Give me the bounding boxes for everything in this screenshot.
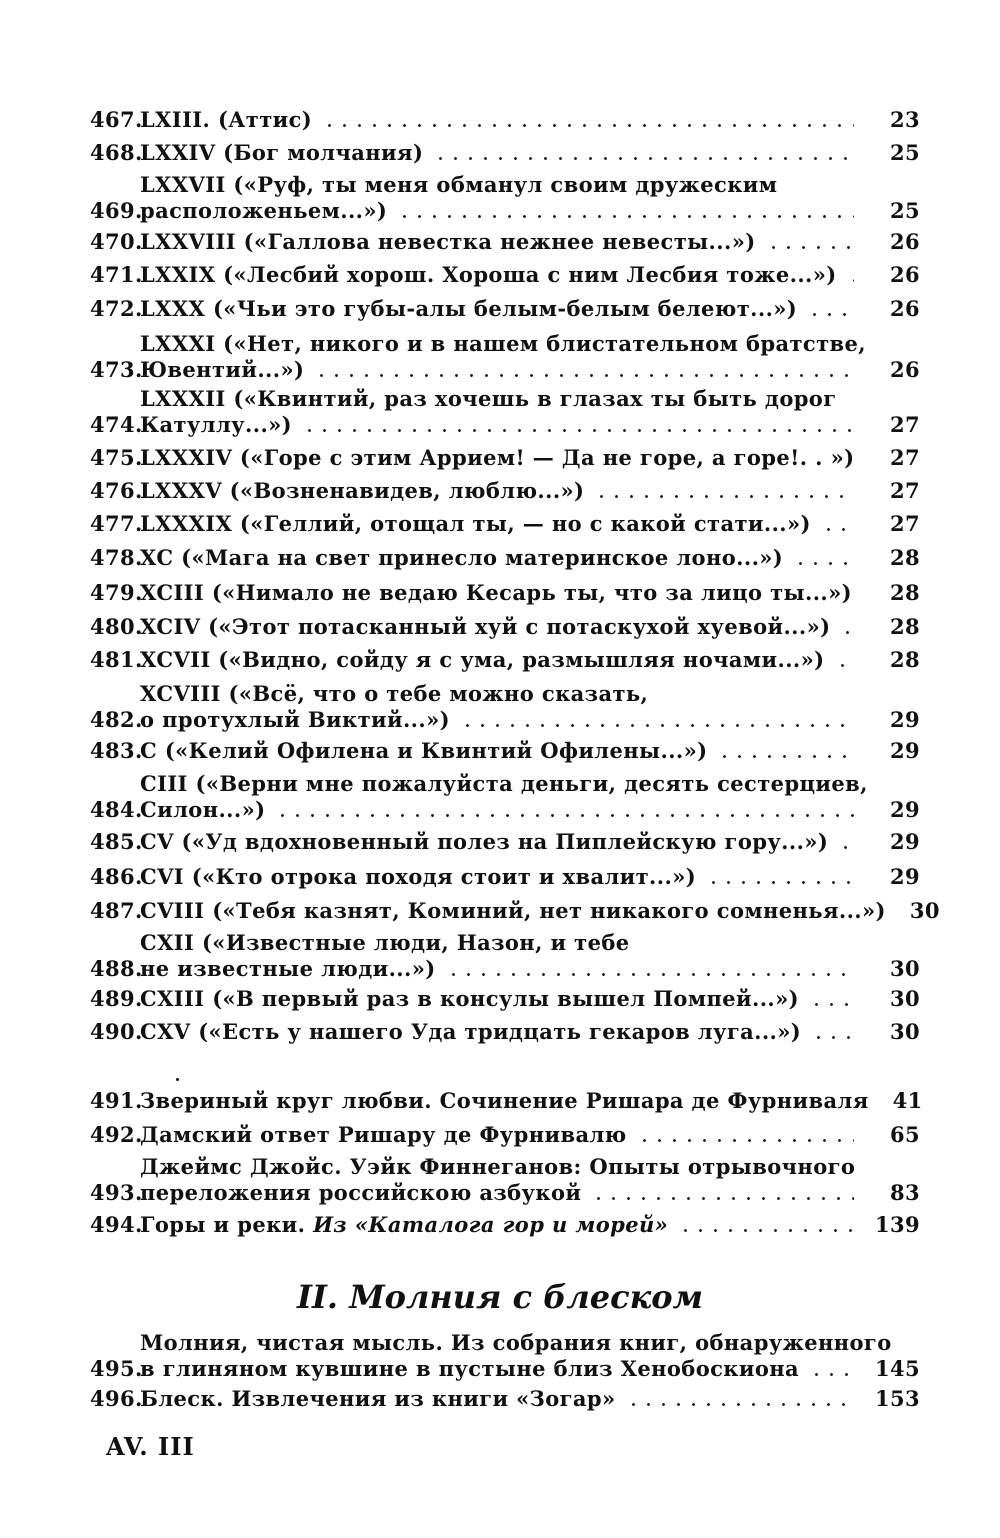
- entry-title-line: LXXXI («Нет, никого и в нашем блистательном братстве,: [140, 331, 866, 356]
- dot-leader: [793, 562, 854, 565]
- page-number: 27: [889, 478, 920, 503]
- toc-entry: [90, 771, 920, 823]
- page-number: 65: [889, 1122, 920, 1147]
- entry-number: 493.: [90, 1180, 143, 1205]
- entry-number: 491.: [90, 1088, 143, 1113]
- entry-title: о протухлый Виктий...»): [140, 707, 450, 732]
- entry-title: LXXXV («Возненавидев, люблю...»): [140, 478, 585, 503]
- entry-title: XC («Мага на свет принесло материнское лоно...»): [140, 545, 784, 570]
- dot-leader: [275, 814, 854, 817]
- entry-number: 489.: [90, 986, 143, 1011]
- page-number: 30: [889, 986, 920, 1011]
- entry-title: CV («Уд вдохновенный полез на Пиплейскую гору...»): [140, 829, 829, 854]
- entry-title: [140, 1212, 668, 1238]
- entry-title: CVI («Кто отрока походя стоит и хвалит...»): [140, 864, 697, 889]
- page-number: 28: [889, 580, 920, 605]
- entry-title: LXXVIII («Галлова невестка нежнее невесты...»): [140, 229, 756, 254]
- toc-entry: [90, 172, 920, 224]
- entry-number: 488.: [90, 956, 143, 981]
- page-number: 30: [909, 898, 940, 923]
- entry-number: 471.: [90, 262, 143, 287]
- entry-title: в глиняном кувшине в пустыне близ Хенобоскиона: [140, 1356, 800, 1381]
- page-number: 26: [889, 229, 920, 254]
- entry-number: 470.: [90, 229, 143, 254]
- toc-entry: [90, 511, 920, 537]
- entry-number: 495.: [90, 1356, 143, 1381]
- page-number: 28: [889, 545, 920, 570]
- dot-leader: [809, 1003, 854, 1006]
- entry-title: CVIII («Тебя казнят, Коминий, нет никакого сомненья...»): [140, 898, 886, 923]
- toc-entry: [90, 1154, 920, 1206]
- dot-leader: [433, 157, 854, 160]
- dot-leader: [717, 755, 854, 758]
- dot-leader: [809, 1373, 854, 1376]
- dot-leader: [637, 1139, 854, 1142]
- entry-title: XCVII («Видно, сойду я с ума, размышляя ночами...»): [140, 647, 825, 672]
- entry-number: 474.: [90, 412, 143, 437]
- dot-leader: [811, 1036, 854, 1039]
- entry-title: Ювентий...»): [140, 357, 305, 382]
- entry-title-line: XCVIII («Всё, что о тебе можно сказать,: [140, 681, 649, 706]
- entry-title: LXXIX («Лесбий хорош. Хороша с ним Лесбия тоже...»): [140, 262, 837, 287]
- page-number: 28: [889, 647, 920, 672]
- toc-entry: [90, 898, 940, 924]
- entry-title-line: Джеймс Джойс. Уэйк Финнеганов: Опыты отрывочного: [140, 1154, 856, 1179]
- dot-leader: [594, 495, 854, 498]
- page-number: 28: [889, 614, 920, 639]
- entry-number: 492.: [90, 1122, 143, 1147]
- entry-title: XCIV («Этот потасканный хуй с потаскухой хуевой...»): [140, 614, 831, 639]
- toc-entry: [90, 1122, 920, 1148]
- toc-entry: [90, 829, 920, 855]
- page-number: 29: [889, 738, 920, 763]
- toc-entry: [90, 1212, 920, 1238]
- page-number: 29: [889, 864, 920, 889]
- dot-leader: [706, 881, 854, 884]
- page-number: 139: [874, 1212, 920, 1237]
- entry-title-line: LXXXII («Квинтий, раз хочешь в глазах ты быть дорог: [140, 386, 837, 411]
- entry-title-line: CIII («Верни мне пожалуйста деньги, десять сестерциев,: [140, 771, 868, 796]
- toc-entry: [90, 107, 920, 133]
- dot-leader: [838, 846, 854, 849]
- dot-leader: [835, 664, 855, 667]
- entry-number: 473.: [90, 357, 143, 382]
- toc-entry: [90, 647, 920, 673]
- dot-leader: [591, 1197, 854, 1200]
- dot-leader: [322, 124, 854, 127]
- entry-title-line: CXII («Известные люди, Назон, и тебе: [140, 930, 630, 955]
- toc-entry: [90, 986, 920, 1012]
- entry-number: 486.: [90, 864, 143, 889]
- entry-number: 478.: [90, 545, 143, 570]
- page-number: 83: [889, 1180, 920, 1205]
- page-number: 41: [892, 1088, 923, 1113]
- entry-title: Блеск. Извлечения из книги «Зогар»: [140, 1386, 616, 1411]
- entry-number: 481.: [90, 647, 143, 672]
- toc-entry: [90, 1330, 920, 1382]
- entry-number: 469.: [90, 198, 143, 223]
- entry-number: 475.: [90, 445, 143, 470]
- entry-title: LXIII. (Аттис): [140, 107, 313, 132]
- entry-title: XCIII («Нимало не ведаю Кесарь ты, что за лицо ты...»): [140, 580, 852, 605]
- dot-leader: [766, 246, 854, 249]
- entry-number: 480.: [90, 614, 143, 639]
- entry-title: не известные люди...»): [140, 956, 436, 981]
- toc-entry: [90, 738, 920, 764]
- entry-title: переложения российскою азбукой: [140, 1180, 582, 1205]
- page-number: 30: [889, 1019, 920, 1044]
- page-number: 145: [874, 1356, 920, 1381]
- dot-leader: [678, 1229, 854, 1232]
- dot-leader: [302, 429, 854, 432]
- entry-number: 479.: [90, 580, 143, 605]
- toc-entry: [90, 930, 920, 982]
- entry-title: Дамский ответ Ришару де Фурнивалю: [140, 1122, 627, 1147]
- entry-title-source: Из «Каталога гор и морей»: [313, 1212, 669, 1237]
- dot-leader: [397, 215, 854, 218]
- entry-number: 468.: [90, 140, 143, 165]
- toc-entry: [90, 614, 920, 640]
- dot-leader: [446, 973, 854, 976]
- entry-number: 484.: [90, 797, 143, 822]
- toc-entry: [90, 386, 920, 438]
- entry-number: 467.: [90, 107, 143, 132]
- page-number: 26: [889, 296, 920, 321]
- page-number: 23: [889, 107, 920, 132]
- entry-title-line: Молния, чистая мысль. Из собрания книг, обнаруженного: [140, 1330, 892, 1355]
- toc-entry: [90, 331, 920, 383]
- entry-title: LXXXIV («Горе с этим Аррием! — Да не горе, а горе!. . »): [140, 445, 855, 470]
- entry-title: LXXIV (Бог молчания): [140, 140, 424, 165]
- entry-number: 490.: [90, 1019, 143, 1044]
- dot-leader: [821, 528, 854, 531]
- toc-entry: [90, 1088, 923, 1114]
- page-number: 27: [889, 511, 920, 536]
- printer-signature: AV. III: [106, 1432, 195, 1461]
- toc-entry: [90, 1019, 920, 1045]
- entry-title: LXXXIX («Геллий, отощал ты, — но с какой стати...»): [140, 511, 811, 536]
- entry-number: 483.: [90, 738, 143, 763]
- entry-title-main: Горы и реки.: [140, 1212, 306, 1237]
- entry-title: C («Келий Офилена и Квинтий Офилены...»): [140, 738, 708, 763]
- page-number: 26: [889, 262, 920, 287]
- toc-entry: [90, 1386, 920, 1412]
- dot-leader: [807, 313, 854, 316]
- entry-title: Силон...»): [140, 797, 266, 822]
- page-number: 30: [889, 956, 920, 981]
- entry-number: 494.: [90, 1212, 143, 1237]
- entry-title: расположеньем...»): [140, 198, 388, 223]
- toc-entry: [90, 262, 920, 288]
- entry-number: 485.: [90, 829, 143, 854]
- toc-entry: [90, 580, 920, 606]
- section-title: II. Молния с блеском: [296, 1278, 704, 1316]
- page-number: 27: [889, 445, 920, 470]
- entry-title: Катуллу...»): [140, 412, 293, 437]
- toc-entry: [90, 296, 920, 322]
- toc-entry: [90, 229, 920, 255]
- page-number: 29: [889, 797, 920, 822]
- dot-leader: [847, 279, 854, 282]
- entry-title: Звериный круг любви. Сочинение Ришара де Фурниваля: [140, 1088, 869, 1113]
- entry-number: 482.: [90, 707, 143, 732]
- page-number: 29: [889, 829, 920, 854]
- page-number: 25: [889, 140, 920, 165]
- page-number: 153: [874, 1386, 920, 1411]
- toc-entry: [90, 681, 920, 733]
- entry-title: CXV («Есть у нашего Уда тридцать гекаров луга...»): [140, 1019, 802, 1044]
- page-number: 26: [889, 357, 920, 382]
- entry-number: 477.: [90, 511, 143, 536]
- entry-number: 487.: [90, 898, 143, 923]
- entry-number: 496.: [90, 1386, 143, 1411]
- toc-entry: [90, 478, 920, 504]
- dot-leader: [626, 1403, 854, 1406]
- entry-title: CXIII («В первый раз в консулы вышел Помпей...»): [140, 986, 799, 1011]
- print-speck: [176, 1078, 179, 1081]
- dot-leader: [314, 374, 854, 377]
- dot-leader: [460, 724, 854, 727]
- entry-title: LXXX («Чьи это губы-алы белым-белым белеют...»): [140, 296, 798, 321]
- entry-title-line: LXXVII («Руф, ты меня обманул своим дружеским: [140, 172, 778, 197]
- page-number: 27: [889, 412, 920, 437]
- toc-entry: [90, 864, 920, 890]
- page-number: 29: [889, 707, 920, 732]
- dot-leader: [840, 631, 854, 634]
- entry-number: 476.: [90, 478, 143, 503]
- toc-entry: [90, 545, 920, 571]
- entry-number: 472.: [90, 296, 143, 321]
- toc-entry: [90, 445, 920, 471]
- page-number: 25: [889, 198, 920, 223]
- toc-entry: [90, 140, 920, 166]
